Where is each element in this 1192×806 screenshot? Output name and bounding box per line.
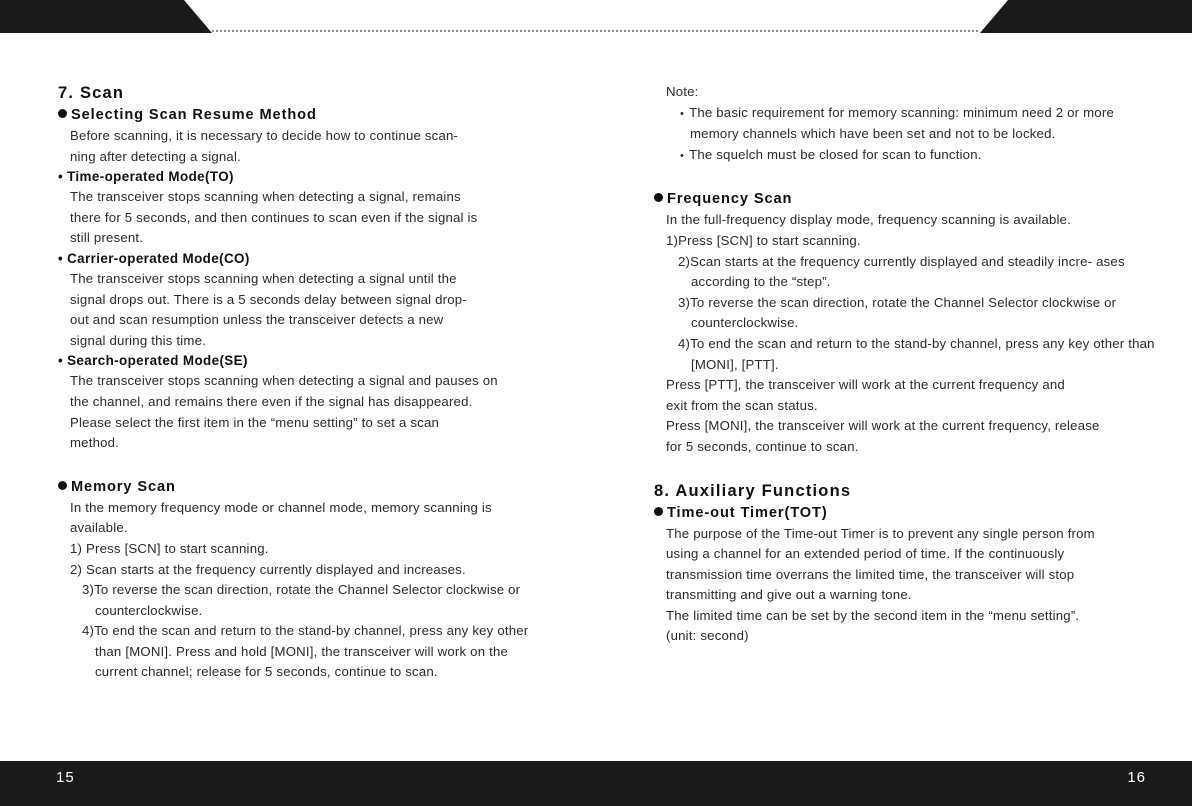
list-item: 4)To end the scan and return to the stand-by channel, press any key other than [MONI]. Press and hold [MONI], the transceiver will work on the current channel; release for 5 seconds, continue to scan.	[82, 623, 529, 680]
resume-method-heading: Selecting Scan Resume Method	[58, 104, 553, 126]
section-title-auxiliary: 8. Auxiliary Functions	[654, 481, 852, 500]
footer-band	[0, 761, 1192, 806]
co-mode-text: The transceiver stops scanning when detecting a signal until the signal drops out. There is a 5 seconds delay between signal drop- out and scan resumption unless the transceiver detects a new signal during this time.	[70, 270, 467, 348]
list-item: 2) Scan starts at the frequency currently displayed and increases.	[70, 561, 466, 577]
memory-scan-intro: In the memory frequency mode or channel mode, memory scanning is available.	[70, 499, 492, 536]
memory-scan-steps	[58, 539, 553, 683]
list-item: 3)To reverse the scan direction, rotate the Channel Selector clockwise or counterclockwise.	[82, 582, 521, 618]
to-mode-text: The transceiver stops scanning when detecting a signal, remains there for 5 seconds, and then continues to scan even if the signal is still present.	[70, 189, 478, 246]
list-item: 1)Press [SCN] to start scanning.	[666, 232, 861, 248]
tot-body: The purpose of the Time-out Timer is to prevent any single person from using a channel for an extended period of time. If the continuously transmission time overrans the limited time, the transceiver will stop transmitting and give out a warning tone. The limited time can be set by the second item in the “menu setting”. (unit: second)	[666, 525, 1095, 644]
note-block	[654, 82, 1164, 166]
frequency-scan-heading: Frequency Scan	[654, 188, 1164, 210]
header-band	[0, 0, 1192, 33]
left-page	[58, 82, 553, 683]
list-item: 1) Press [SCN] to start scanning.	[70, 540, 269, 556]
list-item: • The basic requirement for memory scanning: minimum need 2 or more memory channels which have been set and not to be locked.	[666, 103, 1164, 145]
list-item: 4)To end the scan and return to the stand-by channel, press any key other than [MONI], [PTT].	[678, 335, 1155, 372]
se-mode-heading: • Search-operated Mode(SE)	[58, 351, 553, 371]
list-item: • The squelch must be closed for scan to function.	[666, 145, 1164, 167]
memory-scan-heading: Memory Scan	[58, 476, 553, 498]
to-mode-heading: • Time-operated Mode(TO)	[58, 167, 553, 187]
se-mode-text: The transceiver stops scanning when detecting a signal and pauses on the channel, and remains there even if the signal has disappeared. Please select the first item in the “menu setting” to set a scan method.	[70, 373, 498, 451]
co-mode-heading: • Carrier-operated Mode(CO)	[58, 249, 553, 269]
resume-intro: Before scanning, it is necessary to decide how to continue scan- ning after detecting a signal.	[70, 128, 459, 164]
right-page	[654, 82, 1164, 647]
page-number-left: 15	[56, 769, 75, 786]
note-label: Note:	[666, 84, 699, 99]
frequency-scan-body: In the full-frequency display mode, frequency scanning is available. 1)Press [SCN] to start scanning. 2)Scan starts at the frequency currently displayed and steadily incre- ases according to the “step”. 3)To reverse the scan direction, rotate the Channel Selector clockwise or counterclockwise. 4)To end the scan and return to the stand-by channel, press any key other than [MONI], [PTT]. Press [PTT], the transceiver will work at the current frequency and exit from the scan status. Press [MONI], the transceiver will work at the current frequency, release for 5 seconds, continue to scan.	[654, 210, 1164, 457]
tot-heading: Time-out Timer(TOT)	[654, 502, 1164, 524]
section-title-scan: 7. Scan	[58, 84, 125, 102]
list-item: 3)To reverse the scan direction, rotate the Channel Selector clockwise or counterclockwise.	[678, 294, 1117, 331]
page-number-right: 16	[1127, 769, 1146, 786]
list-item: 2)Scan starts at the frequency currently displayed and steadily incre- ases according to the “step”.	[678, 253, 1125, 290]
